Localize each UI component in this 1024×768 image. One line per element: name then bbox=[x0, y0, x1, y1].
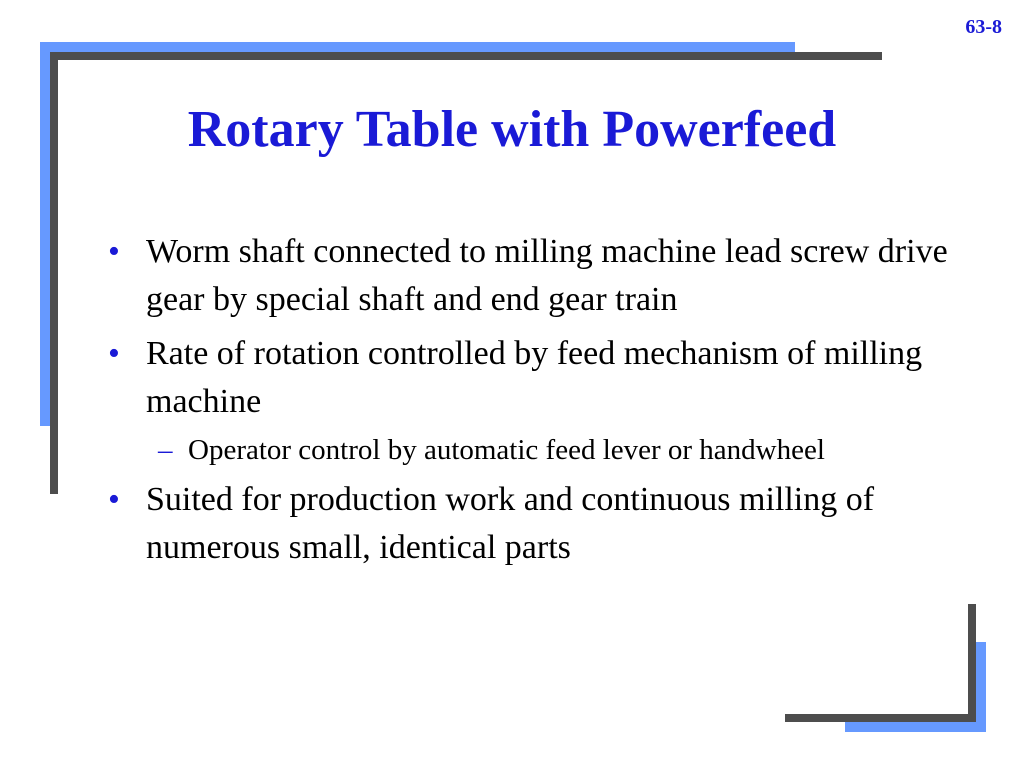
sub-bullet-item bbox=[158, 432, 948, 468]
bullet-item bbox=[108, 330, 948, 426]
frame-top-blue bbox=[40, 42, 795, 52]
slide-number: 63-8 bbox=[965, 16, 1002, 38]
slide-title: Rotary Table with Powerfeed bbox=[187, 101, 837, 158]
frame-bottom-gray bbox=[785, 714, 976, 722]
bullet-text: Worm shaft connected to milling machine lead screw drive gear by special shaft and end gear train bbox=[146, 233, 948, 318]
bullet-list bbox=[108, 228, 948, 578]
frame-top-gray bbox=[50, 52, 882, 60]
bullet-marker: • bbox=[108, 233, 120, 270]
dash-marker: – bbox=[158, 434, 173, 466]
bullet-item bbox=[108, 228, 948, 324]
bullet-item bbox=[108, 476, 948, 572]
frame-right-gray bbox=[968, 604, 976, 722]
frame-right-blue bbox=[976, 642, 986, 732]
bullet-text: Suited for production work and continuous milling of numerous small, identical parts bbox=[146, 481, 875, 566]
bullet-marker: • bbox=[108, 481, 120, 518]
bullet-text: Rate of rotation controlled by feed mechanism of milling machine bbox=[146, 335, 923, 420]
bullet-marker: • bbox=[108, 335, 120, 372]
frame-bottom-blue bbox=[845, 722, 986, 732]
sub-bullet-text: Operator control by automatic feed lever or handwheel bbox=[188, 434, 825, 466]
